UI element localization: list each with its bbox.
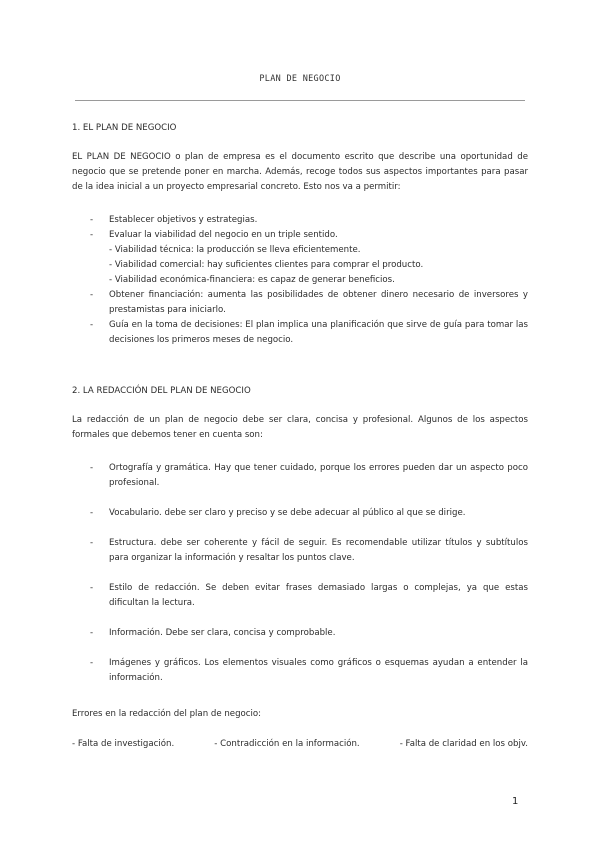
list-item-text: Obtener financiación: aumenta las posibilidades de obtener dinero necesario de inversores y prestamistas para iniciarlo.	[109, 290, 528, 315]
section-2-list	[72, 461, 528, 686]
list-item: - Estructura. debe ser coherente y fácil de seguir. Es recomendable utilizar títulos y subtítulos para organizar la información y resaltar los puntos clave.	[72, 536, 528, 566]
list-item	[72, 228, 528, 288]
section-2-intro: La redacción de un plan de negocio debe ser clara, concisa y profesional. Algunos de los aspectos formales que debemos tener en cuenta son:	[72, 415, 528, 440]
section-spacer	[72, 348, 528, 384]
page-number: 1	[512, 796, 519, 807]
error-item-research: - Falta de investigación.	[72, 739, 175, 749]
list-item: - Vocabulario. debe ser claro y preciso y se debe adecuar al público al que se dirige.	[72, 506, 528, 521]
list-item	[72, 318, 528, 348]
section-2-heading: 2. LA REDACCIÓN DEL PLAN DE NEGOCIO	[72, 386, 251, 396]
list-item	[72, 288, 528, 318]
list-item: - Ortografía y gramática. Hay que tener cuidado, porque los errores pueden dar un aspecto poco profesional.	[72, 461, 528, 491]
list-item-text: Establecer objetivos y estrategias.	[109, 215, 258, 225]
title-divider	[75, 100, 525, 101]
list-item-text: - Evaluar la viabilidad del negocio en un triple sentido.	[109, 230, 338, 240]
error-item-clarity: - Falta de claridad en los objv.	[399, 739, 528, 749]
section-1-list	[72, 213, 528, 348]
section-1-heading: 1. EL PLAN DE NEGOCIO	[72, 123, 177, 133]
errors-intro: Errores en la redacción del plan de negocio:	[72, 709, 262, 719]
document-body	[72, 121, 528, 752]
document-title: PLAN DE NEGOCIO	[259, 74, 341, 84]
list-item: - Imágenes y gráficos. Los elementos visuales como gráficos o esquemas ayudan a entender la información.	[72, 656, 528, 686]
errors-list	[72, 737, 528, 752]
error-item-contradiction: - Contradicción en la información.	[214, 739, 360, 749]
list-item-text: Guía en la toma de decisiones: El plan implica una planificación que sirve de guía para tomar las decisiones los primeros meses de negocio.	[109, 320, 528, 345]
sub-item-financial: - Viabilidad económica-financiera: es capaz de generar beneficios.	[109, 275, 395, 285]
list-item: - Estilo de redacción. Se deben evitar frases demasiado largas o complejas, ya que estas dificultan la lectura.	[72, 581, 528, 611]
section-1-intro: EL PLAN DE NEGOCIO o plan de empresa es el documento escrito que describe una oportunidad de negocio que se pretende poner en marcha. Además, recoge todos sus aspectos importantes para pasar de la idea inicial a un proyecto empresarial concreto. Esto nos va a permitir:	[72, 152, 528, 192]
list-item: - Información. Debe ser clara, concisa y comprobable.	[72, 626, 528, 641]
sub-item-technical: - Viabilidad técnica: la producción se lleva eficientemente.	[109, 245, 361, 255]
list-item	[72, 213, 528, 228]
sub-item-commercial: - Viabilidad comercial: hay suficientes clientes para comprar el producto.	[109, 260, 424, 270]
